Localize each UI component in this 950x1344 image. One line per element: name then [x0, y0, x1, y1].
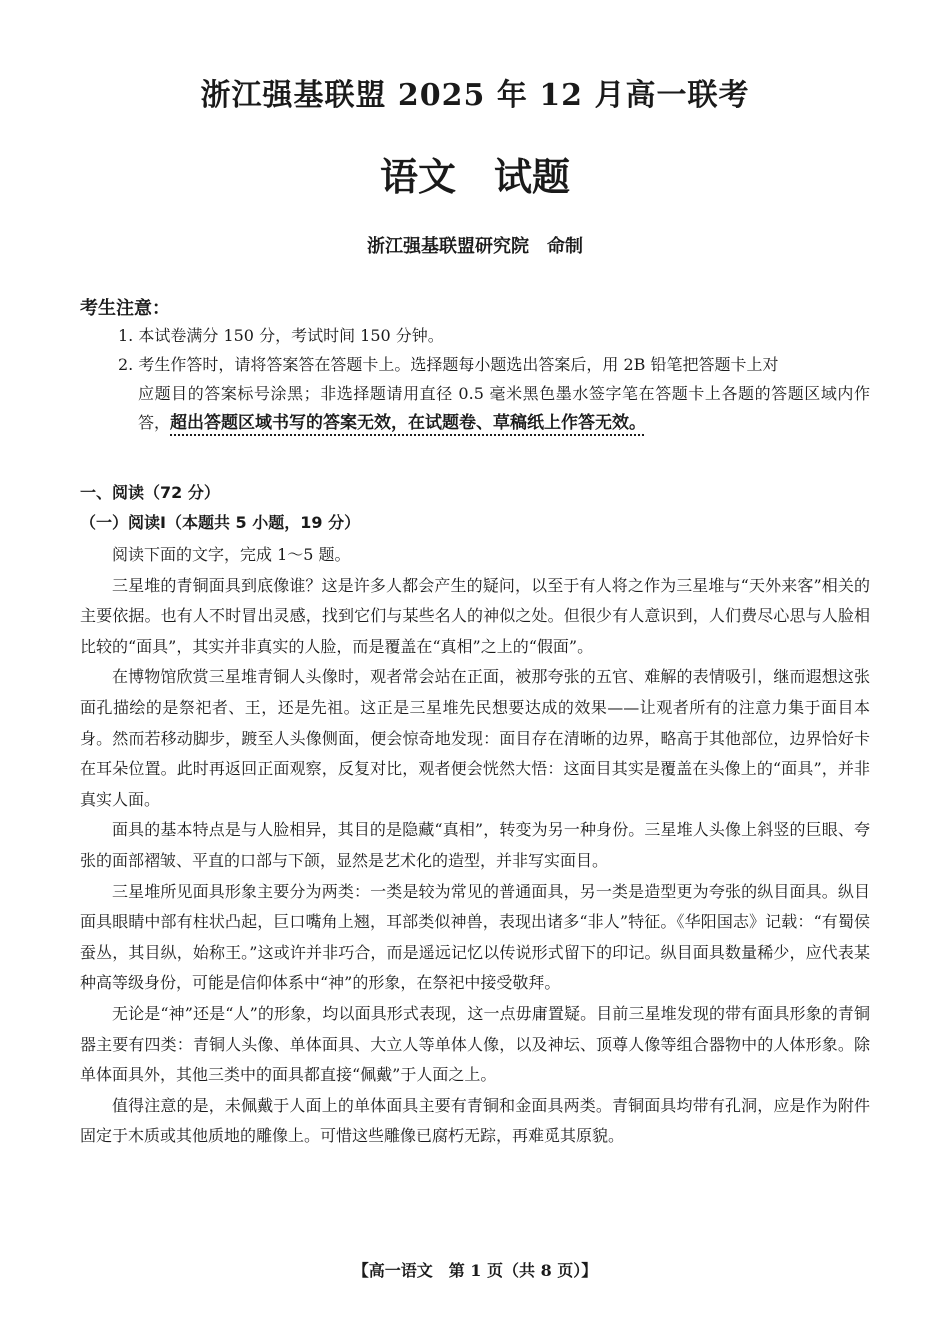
passage-paragraph: 值得注意的是，未佩戴于人面上的单体面具主要有青铜和金面具两类。青铜面具均带有孔洞，应是作为附件固定于木质或其他质地的雕像上。可惜这些雕像已腐朽无踪，再难觅其原貌。: [80, 1095, 870, 1146]
notice-item-2-text: 应题目的答案标号涂黑；非选择题请用直径 0.5 毫米黑色墨水签字笔在答题卡上各题的答题区域内作答，: [138, 384, 870, 432]
reading-passage: [80, 540, 870, 1152]
passage-paragraph: 面具的基本特点是与人脸相异，其目的是隐藏“真相”，转变为另一种身份。三星堆人头像上斜竖的巨眼、夸张的面部褶皱、平直的口部与下颌，显然是艺术化的造型，并非写实面目。: [80, 820, 870, 870]
notice-item-1: 1. 本试卷满分 150 分，考试时间 150 分钟。: [118, 326, 444, 345]
page-footer: 【高一语文 第 1 页（共 8 页）】: [352, 1261, 598, 1280]
exam-title: 浙江强基联盟 2025 年 12 月高一联考: [200, 78, 750, 113]
subsection-heading: （一）阅读Ⅰ（本题共 5 小题，19 分）: [80, 513, 361, 532]
notice-item-2: [118, 350, 870, 438]
notice-item-2-lead: 2. 考生作答时，请将答案答在答题卡上。选择题每小题选出答案后，用 2B 铅笔把答题卡上对: [118, 355, 779, 374]
section-heading: 一、阅读（72 分）: [80, 483, 220, 502]
passage-instruction: 阅读下面的文字，完成 1～5 题。: [112, 545, 351, 564]
passage-paragraph: 无论是“神”还是“人”的形象，均以面具形式表现，这一点毋庸置疑。目前三星堆发现的带有面具形象的青铜器主要有四类：青铜人头像、单体面具、大立人等单体人像，以及神坛、顶尊人像等组合器物中的人体形象。除单体面具外，其他三类中的面具都直接“佩戴”于人面之上。: [80, 1003, 870, 1085]
passage-paragraph: 在博物馆欣赏三星堆青铜人头像时，观者常会站在正面，被那夸张的五官、难解的表情吸引，继而遐想这张面孔描绘的是祭祀者、王，还是先祖。这正是三星堆先民想要达成的效果——让观者所有的注意力集于面目本身。然而若移动脚步，踱至人头像侧面，便会惊奇地发现：面目存在清晰的边界，略高于其他部位，边界恰好卡在耳朵位置。此时再返回正面观察，反复对比，观者便会恍然大悟：这面目其实是覆盖在头像上的“面具”，并非真实人面。: [80, 667, 870, 809]
author-line: 浙江强基联盟研究院 命制: [367, 236, 583, 257]
notice-item-2-continuation: [118, 379, 870, 438]
passage-paragraph: 三星堆的青铜面具到底像谁？这是许多人都会产生的疑问，以至于有人将之作为三星堆与“天外来客”相关的主要依据。也有人不时冒出灵感，找到它们与某些名人的神似之处。但很少有人意识到，人们费尽心思与人脸相比较的“面具”，其实并非真实的人脸，而是覆盖在“真相”之上的“假面”。: [80, 575, 870, 656]
notice-heading: 考生注意：: [80, 298, 170, 319]
subject-title: 语文 试题: [379, 154, 570, 199]
notice-emphasis: 超出答题区域书写的答案无效，在试题卷、草稿纸上作答无效。: [170, 413, 647, 433]
passage-paragraph: 三星堆所见面具形象主要分为两类：一类是较为常见的普通面具，另一类是造型更为夸张的纵目面具。纵目面具眼睛中部有柱状凸起，巨口嘴角上翘，耳部类似神兽，表现出诸多“非人”特征。《华阳国志》记载：“有蜀侯蚕丛，其目纵，始称王。”这或许并非巧合，而是遥远记忆以传说形式留下的印记。纵目面具数量稀少，应代表某种高等级身份，可能是信仰体系中“神”的形象，在祭祀中接受敬拜。: [80, 881, 870, 993]
